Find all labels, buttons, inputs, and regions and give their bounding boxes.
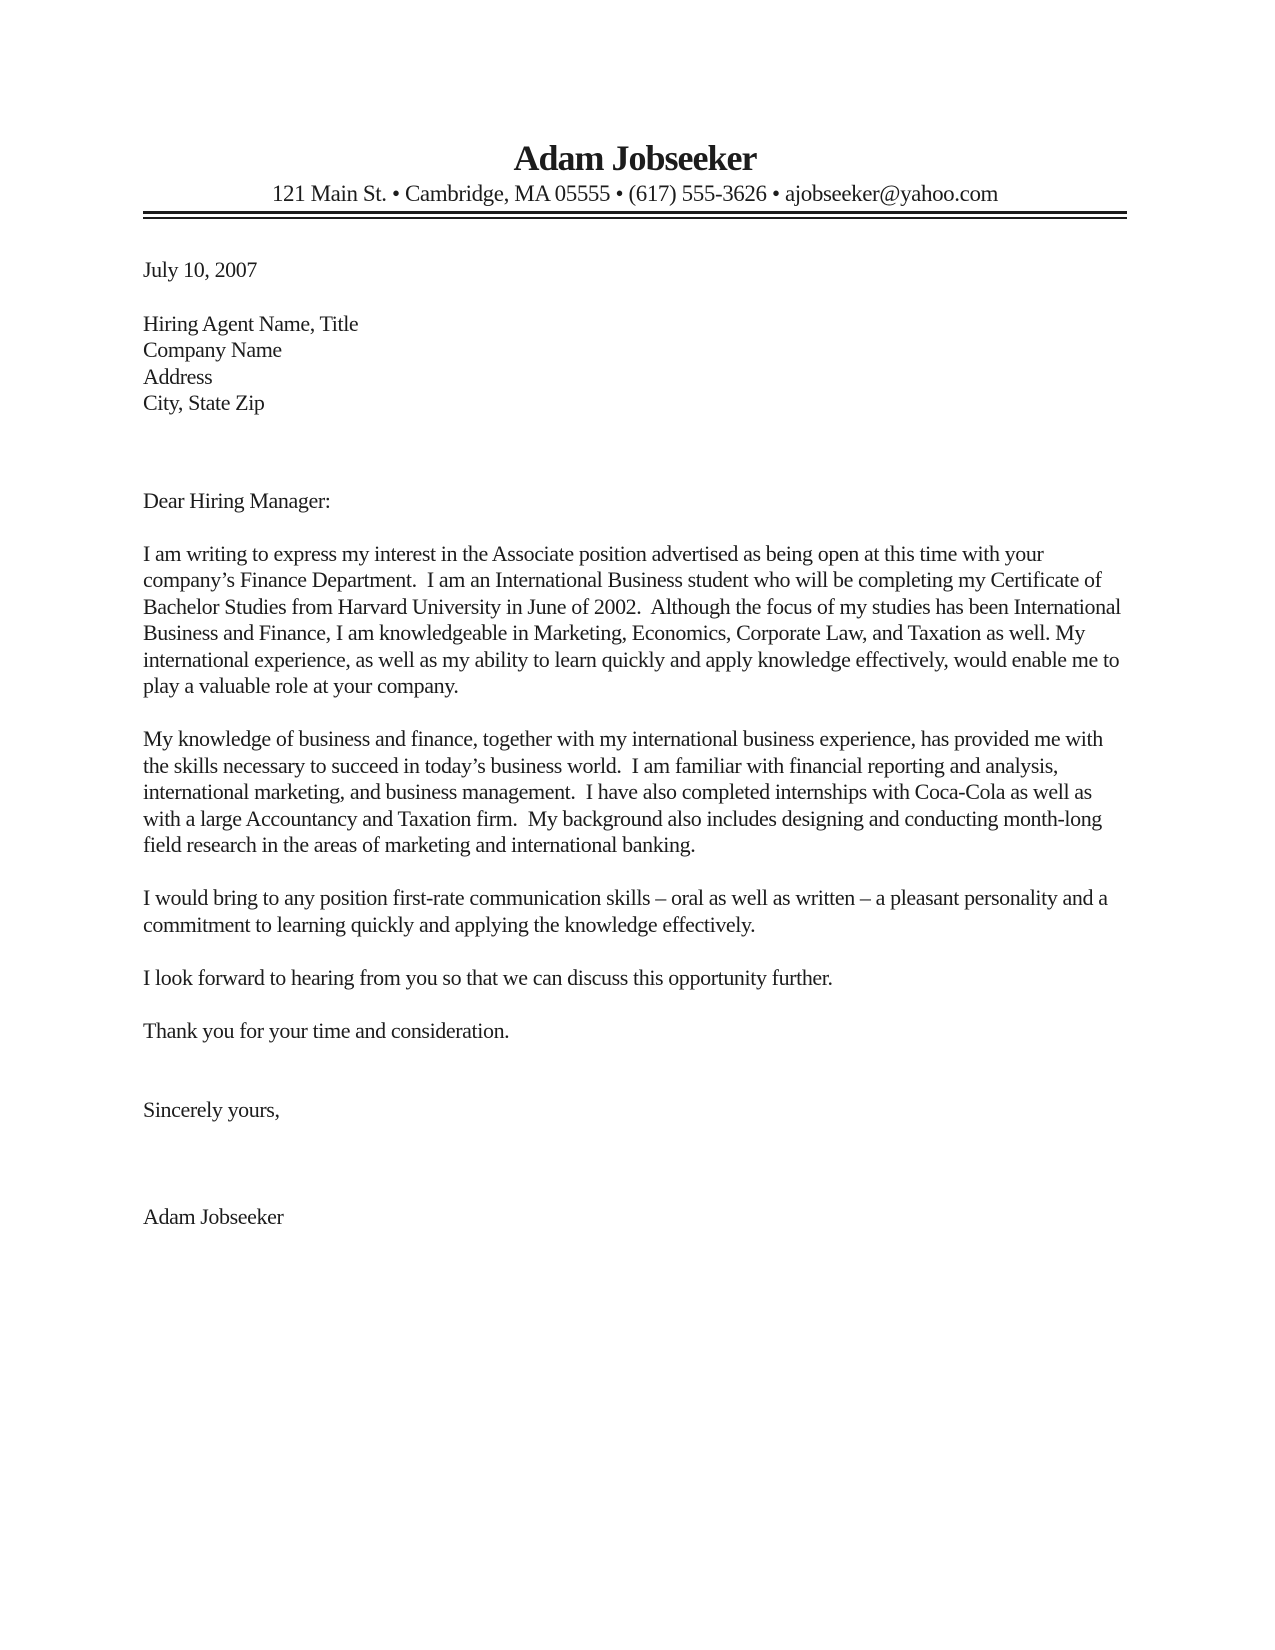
recipient-line-name-title: Hiring Agent Name, Title — [143, 310, 359, 336]
letter-body — [143, 257, 1127, 1230]
paragraph-knowledge-experience: My knowledge of business and finance, together with my international business experience, has provided me with the skills necessary to succeed in today’s business world. I am familiar with financial reporting and analysis, international marketing, and business management. I have also completed internships with Coca-Cola as well as with a large Accountancy and Taxation firm. My background also includes designing and conducting month-long field research in the areas of marketing and international banking. — [143, 726, 1108, 858]
letter-date: July 10, 2007 — [143, 257, 257, 283]
paragraph-look-forward: I look forward to hearing from you so that we can discuss this opportunity further. — [143, 964, 833, 990]
recipient-line-city-state-zip: City, State Zip — [143, 390, 265, 416]
letterhead — [143, 0, 1127, 219]
recipient-block — [143, 311, 1127, 417]
salutation: Dear Hiring Manager: — [143, 487, 331, 513]
letterhead-contact-line: 121 Main St. • Cambridge, MA 05555 • (617) 555-3626 • ajobseeker@yahoo.com — [271, 181, 999, 207]
paragraph-intro-interest: I am writing to express my interest in the Associate position advertised as being open at this time with your company’s Finance Department. I am an International Business student who will be completing my Certificate of Bachelor Studies from Harvard University in June of 2002. Although the focus of my studies has been International Business and Finance, I am knowledgeable in Marketing, Economics, Corporate Law, and Taxation as well. My international experience, as well as my ability to learn quickly and apply knowledge effectively, would enable me to play a valuable role at your company. — [143, 540, 1126, 699]
paragraph-communication-skills: I would bring to any position first-rate communication skills – oral as well as written – a pleasant personality and a commitment to learning quickly and applying the knowledge effectively. — [143, 885, 1113, 937]
signature-name: Adam Jobseeker — [143, 1203, 284, 1229]
closing-valediction: Sincerely yours, — [143, 1097, 280, 1123]
letterhead-name: Adam Jobseeker — [513, 138, 757, 178]
recipient-line-address: Address — [143, 363, 213, 389]
paragraph-thank-you: Thank you for your time and consideration. — [143, 1017, 510, 1043]
recipient-line-company: Company Name — [143, 337, 282, 363]
letterhead-divider-rule — [143, 211, 1127, 219]
